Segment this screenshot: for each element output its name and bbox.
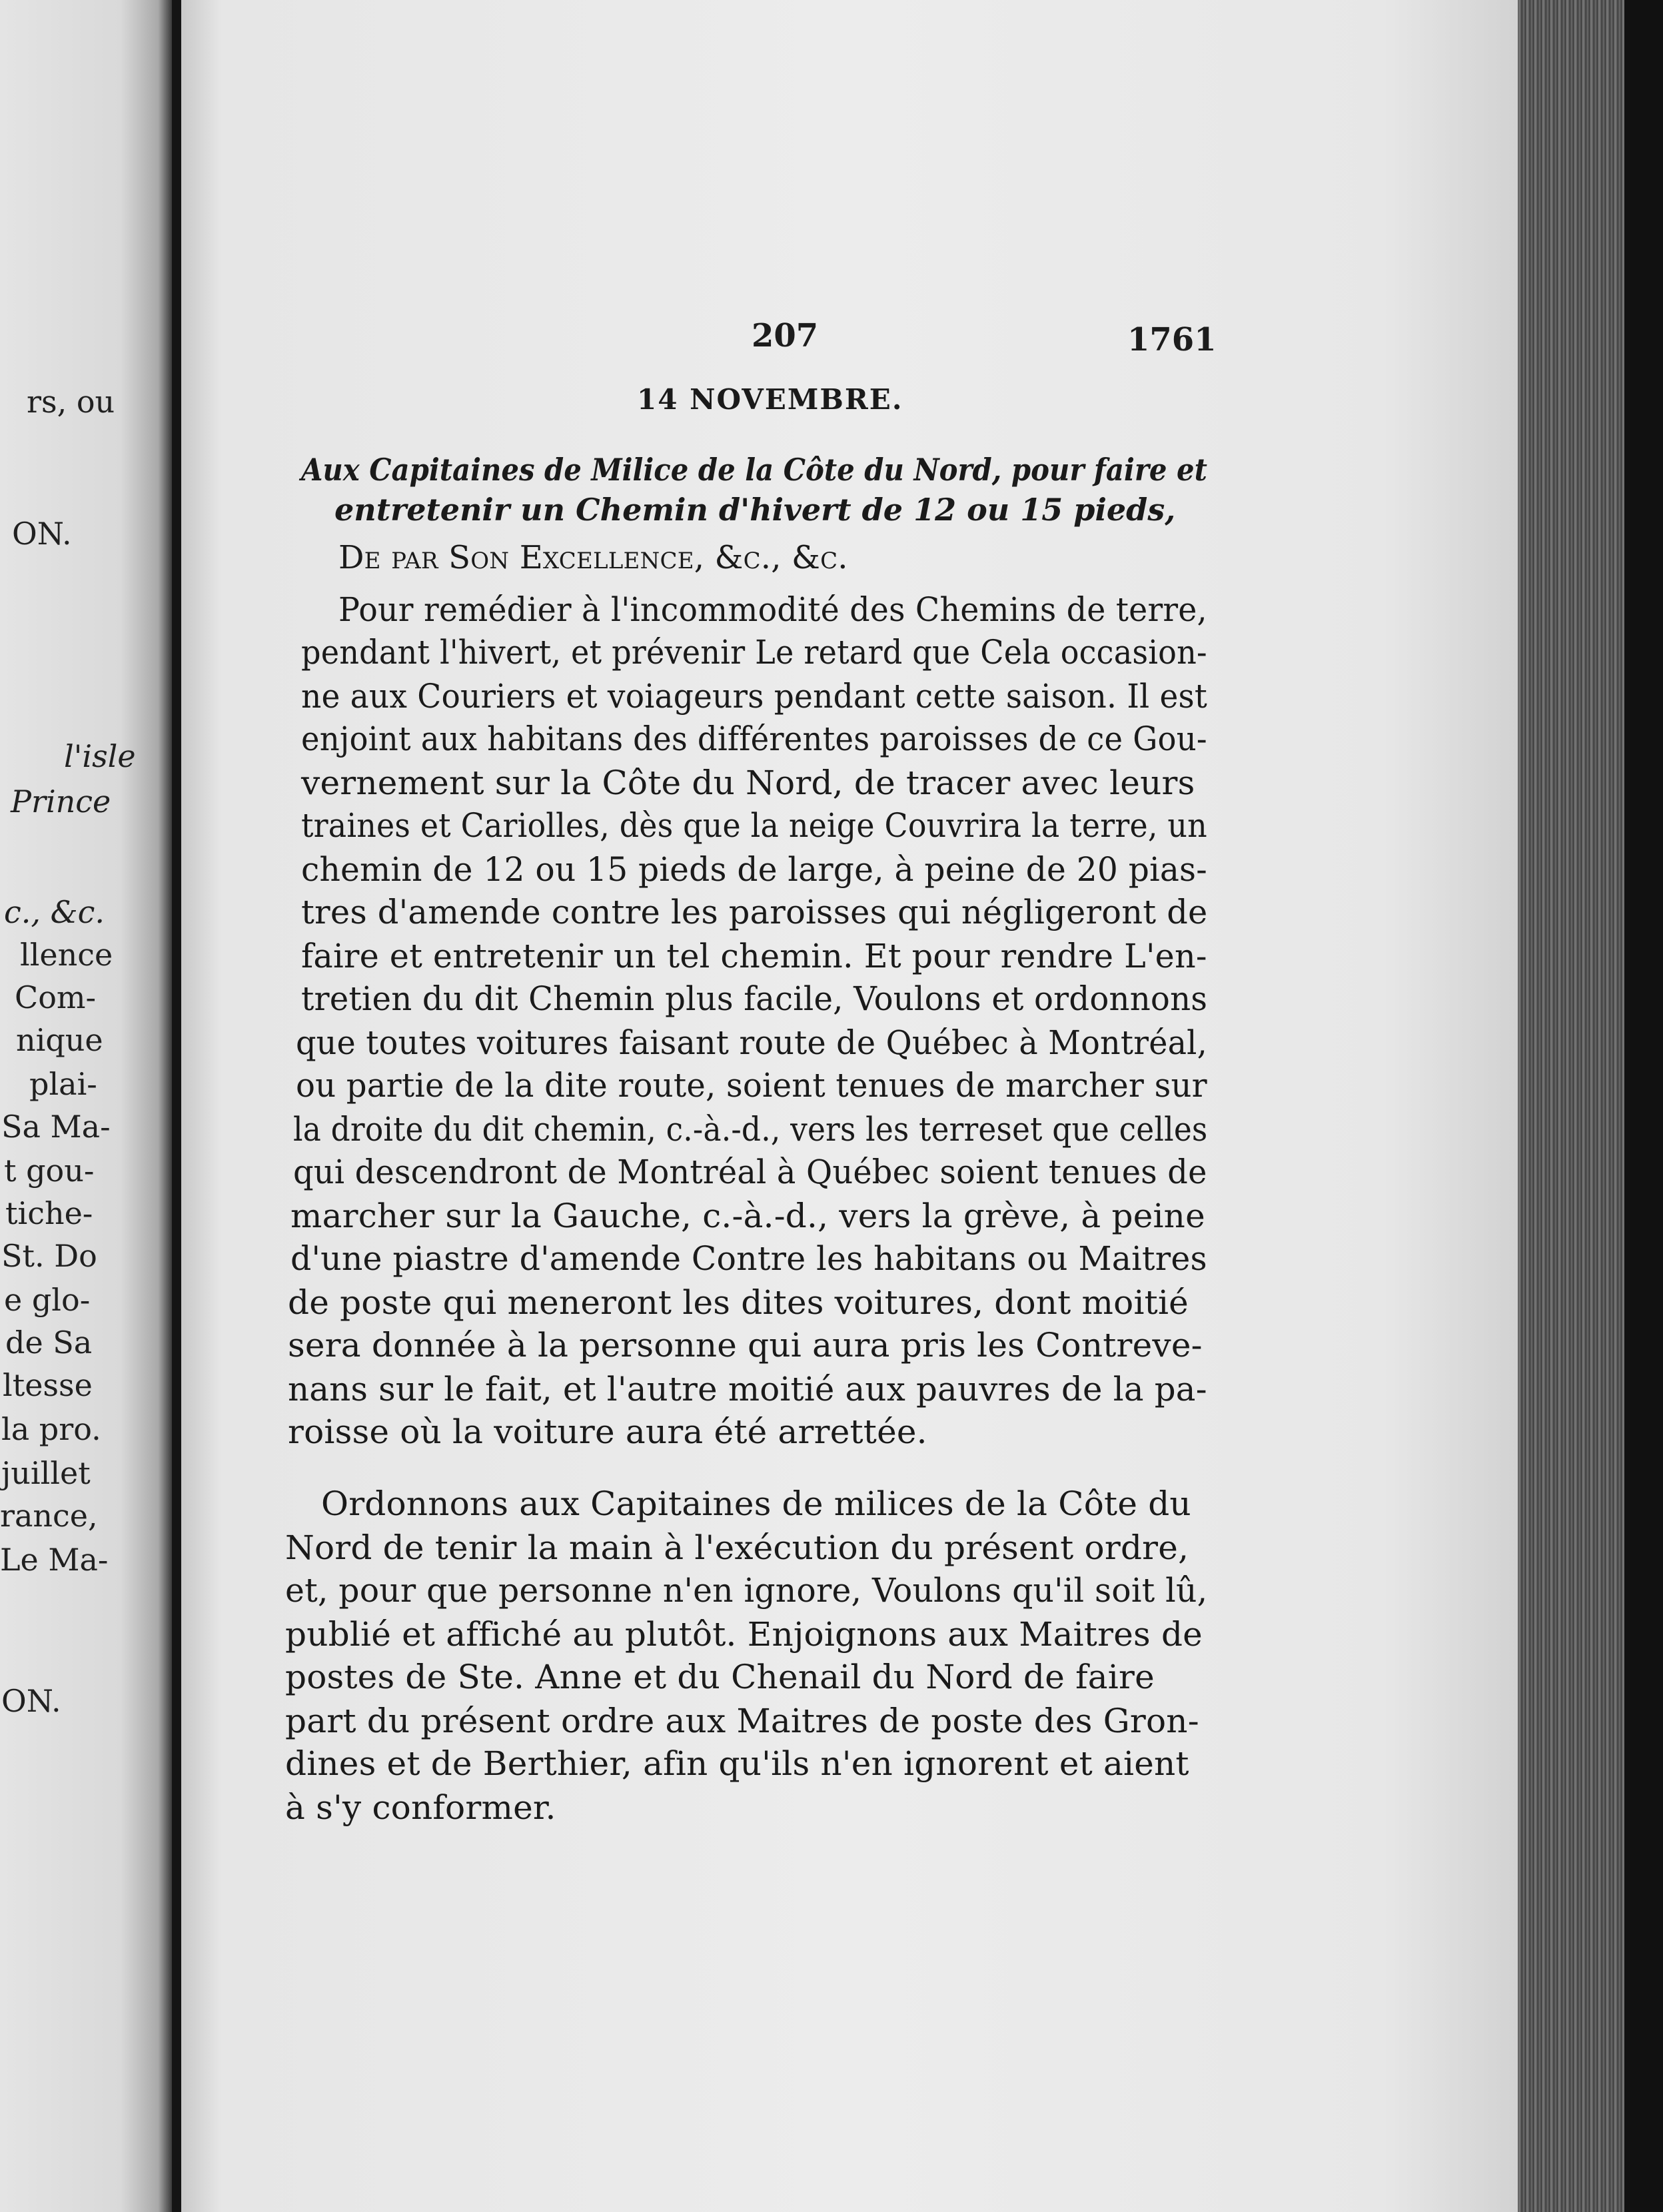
left-margin-fragment: ltesse [3, 1367, 93, 1403]
left-margin-fragment: plai- [29, 1066, 97, 1102]
text-line: d'une piastre d'amende Contre les habitans ou Maitres [290, 1239, 1207, 1278]
text-line: tretien du dit Chemin plus facile, Voulons et ordonnons [301, 979, 1208, 1018]
text-line: Ordonnons aux Capitaines de milices de la Côte du [321, 1484, 1191, 1523]
text-line: pendant l'hivert, et prévenir Le retard que Cela occasion- [301, 633, 1207, 672]
page-number: 207 [752, 317, 819, 354]
left-margin-fragment: Sa Ma- [1, 1109, 111, 1145]
page-year: 1761 [1127, 321, 1217, 358]
left-margin-fragment: Com- [15, 979, 97, 1015]
left-facing-page [0, 0, 172, 2212]
left-margin-fragment: rs, ou [27, 384, 115, 420]
left-margin-fragment: ON. [1, 1683, 61, 1719]
text-line: postes de Ste. Anne et du Chenail du Nord de faire [285, 1658, 1155, 1696]
left-margin-fragment: juillet [1, 1455, 91, 1491]
text-line: marcher sur la Gauche, c.-à.-d., vers la grève, à peine [290, 1197, 1205, 1235]
text-line: chemin de 12 ou 15 pieds de large, à peine de 20 pias- [301, 850, 1207, 889]
text-line: à s'y conformer. [285, 1788, 556, 1827]
text-line: tres d'amende contre les paroisses qui négligeront de [301, 893, 1208, 931]
text-line: et, pour que personne n'en ignore, Voulons qu'il soit lû, [285, 1571, 1208, 1610]
entry-title-line: Aux Capitaines de Milice de la Côte du Nord, pour faire et [301, 452, 1207, 488]
text-line: qui descendront de Montréal à Québec soient tenues de [293, 1153, 1207, 1191]
text-line: roisse où la voiture aura été arrettée. [288, 1412, 927, 1451]
text-line: que toutes voitures faisant route de Québec à Montréal, [296, 1023, 1207, 1062]
left-margin-fragment: rance, [0, 1498, 98, 1534]
left-margin-fragment: la pro. [1, 1411, 101, 1447]
right-page [181, 0, 1518, 2212]
left-margin-fragment: Le Ma- [0, 1542, 109, 1578]
text-line: Nord de tenir la main à l'exécution du présent ordre, [285, 1528, 1189, 1567]
text-line: part du présent ordre aux Maitres de poste des Gron- [285, 1702, 1199, 1740]
text-line: enjoint aux habitans des différentes paroisses de ce Gou- [301, 720, 1207, 758]
text-line: Pour remédier à l'incommodité des Chemins de terre, [338, 590, 1207, 629]
text-line: vernement sur la Côte du Nord, de tracer avec leurs [301, 764, 1195, 802]
left-margin-fragment: nique [16, 1022, 103, 1058]
left-margin-fragment: St. Do [1, 1238, 97, 1274]
entry-date: 14 NOVEMBRE. [637, 383, 903, 416]
text-line: nans sur le fait, et l'autre moitié aux pauvres de la pa- [288, 1370, 1207, 1408]
text-line: ne aux Couriers et voiageurs pendant cette saison. Il est [301, 677, 1207, 716]
text-line: de poste qui meneront les dites voitures, dont moitié [288, 1283, 1189, 1322]
left-margin-fragment: t gou- [4, 1153, 95, 1189]
text-line: publié et affiché au plutôt. Enjoignons aux Maitres de [285, 1615, 1203, 1654]
text-line: dines et de Berthier, afin qu'ils n'en ignorent et aient [285, 1744, 1189, 1783]
text-line: la droite du dit chemin, c.-à.-d., vers les terreset que celles [293, 1110, 1208, 1149]
text-line: ou partie de la dite route, soient tenues de marcher sur [296, 1066, 1207, 1105]
text-line: faire et entretenir un tel chemin. Et pour rendre L'en- [301, 937, 1207, 975]
left-margin-fragment: ON. [12, 516, 72, 552]
left-margin-fragment: tiche- [5, 1195, 93, 1231]
left-margin-fragment: l'isle [64, 738, 136, 774]
left-margin-fragment: c., &c. [4, 894, 105, 930]
left-margin-fragment: de Sa [5, 1325, 93, 1361]
text-line: sera donnée à la personne qui aura pris les Contreve- [288, 1326, 1203, 1365]
left-margin-fragment: e glo- [4, 1282, 91, 1318]
book-page-edges [1518, 0, 1663, 2212]
left-margin-fragment: Prince [11, 784, 111, 820]
text-line: traines et Cariolles, dès que la neige Couvrira la terre, un [301, 806, 1207, 845]
left-margin-fragment: llence [20, 937, 113, 973]
authority-line: De par Son Excellence, &c., &c. [338, 539, 848, 576]
entry-title-line: entretenir un Chemin d'hivert de 12 ou 15 pieds, [334, 492, 1176, 528]
